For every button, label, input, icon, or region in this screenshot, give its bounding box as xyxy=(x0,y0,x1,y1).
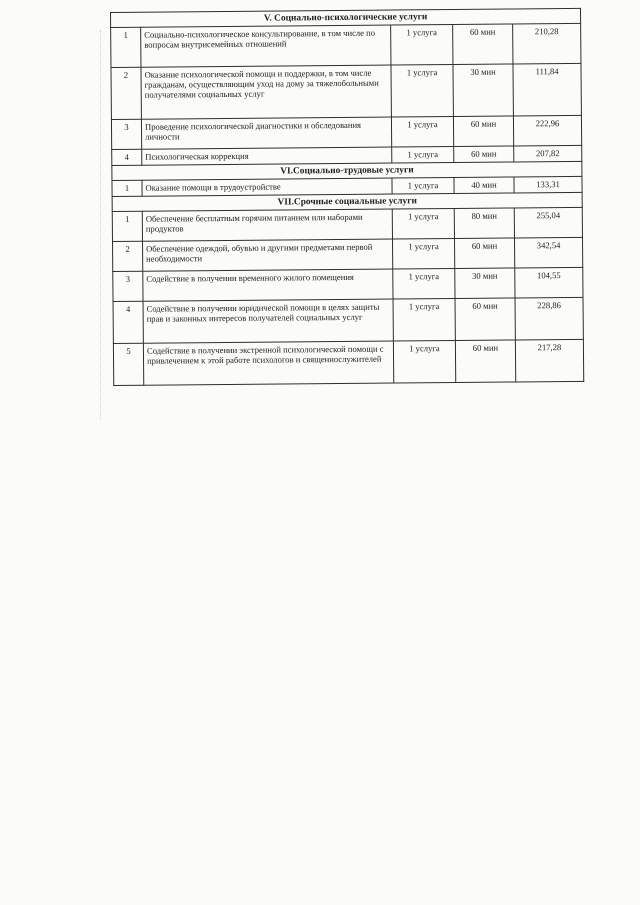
service-price: 210,28 xyxy=(513,23,581,64)
services-price-sheet xyxy=(110,8,583,386)
row-number: 1 xyxy=(112,212,142,242)
row-number: 4 xyxy=(113,302,143,344)
row-number: 1 xyxy=(111,27,141,67)
section-title: VI.Социально-трудовые услуги xyxy=(112,161,582,180)
service-name: Оказание психологической помощи и поддержки, в том числе гражданам, осуществляющим уход на дому за тяжелобольными получателями социальных услуг xyxy=(141,65,391,119)
table-row xyxy=(111,115,581,149)
table-row xyxy=(113,238,583,272)
service-price: 217,28 xyxy=(515,340,583,383)
scan-margin-mark xyxy=(100,30,109,420)
service-name: Обеспечение одеждой, обувью и другими предметами первой необходимости xyxy=(143,239,393,271)
service-unit: 1 услуга xyxy=(393,341,455,384)
service-unit: 1 услуга xyxy=(392,178,454,195)
service-price: 111,84 xyxy=(513,63,582,116)
table-row xyxy=(111,63,581,119)
row-number: 3 xyxy=(111,119,141,149)
row-number: 4 xyxy=(112,149,142,165)
table-row xyxy=(113,268,583,302)
service-price: 104,55 xyxy=(515,268,583,299)
service-unit: 1 услуга xyxy=(392,209,454,240)
row-number: 1 xyxy=(112,180,142,196)
service-duration: 60 мин xyxy=(453,24,513,65)
service-unit: 1 услуга xyxy=(392,239,454,270)
service-price: 342,54 xyxy=(514,238,582,269)
row-number: 5 xyxy=(113,344,143,386)
section-title: VII.Срочные социальные услуги xyxy=(112,193,582,212)
row-number: 2 xyxy=(113,242,143,272)
services-table xyxy=(110,8,584,386)
service-name: Оказание помощи в трудоустройстве xyxy=(142,178,392,196)
service-duration: 30 мин xyxy=(453,64,513,117)
service-name: Психологическая коррекция xyxy=(142,147,392,165)
service-price: 133,31 xyxy=(514,177,582,194)
table-row xyxy=(112,208,582,242)
service-duration: 60 мин xyxy=(454,146,514,163)
service-price: 228,86 xyxy=(515,298,583,341)
service-duration: 60 мин xyxy=(454,238,514,269)
service-unit: 1 услуга xyxy=(391,25,453,66)
table-row xyxy=(111,23,581,67)
service-unit: 1 услуга xyxy=(391,117,453,148)
service-name: Социально-психологическое консультирование, в том числе по вопросам внутрисемейных отношений xyxy=(141,25,391,67)
service-duration: 60 мин xyxy=(455,298,515,341)
services-table-body xyxy=(111,8,584,385)
service-unit: 1 услуга xyxy=(393,269,455,300)
service-name: Содействие в получении временного жилого помещения xyxy=(143,269,393,301)
service-name: Содействие в получении экстренной психологической помощи с привлечением к этой работе психологов и священнослужителей xyxy=(143,341,393,385)
service-unit: 1 услуга xyxy=(392,147,454,164)
row-number: 3 xyxy=(113,272,143,302)
service-unit: 1 услуга xyxy=(391,65,453,118)
service-price: 207,82 xyxy=(514,145,582,162)
service-duration: 60 мин xyxy=(455,340,515,383)
table-row xyxy=(113,340,583,386)
section-title: V. Социально-психологические услуги xyxy=(111,8,581,27)
service-name: Обеспечение бесплатным горячим питанием или наборами продуктов xyxy=(142,209,392,241)
table-row xyxy=(113,298,583,344)
service-unit: 1 услуга xyxy=(393,299,455,342)
service-duration: 30 мин xyxy=(455,268,515,299)
service-price: 255,04 xyxy=(514,208,582,239)
service-name: Проведение психологической диагностики и обследования личности xyxy=(141,117,391,149)
service-duration: 80 мин xyxy=(454,208,514,239)
service-duration: 60 мин xyxy=(453,116,513,147)
service-price: 222,96 xyxy=(513,115,581,146)
service-duration: 40 мин xyxy=(454,177,514,194)
service-name: Содействие в получении юридической помощи в целях защиты прав и законных интересов получателей социальных услуг xyxy=(143,299,393,343)
row-number: 2 xyxy=(111,67,141,119)
